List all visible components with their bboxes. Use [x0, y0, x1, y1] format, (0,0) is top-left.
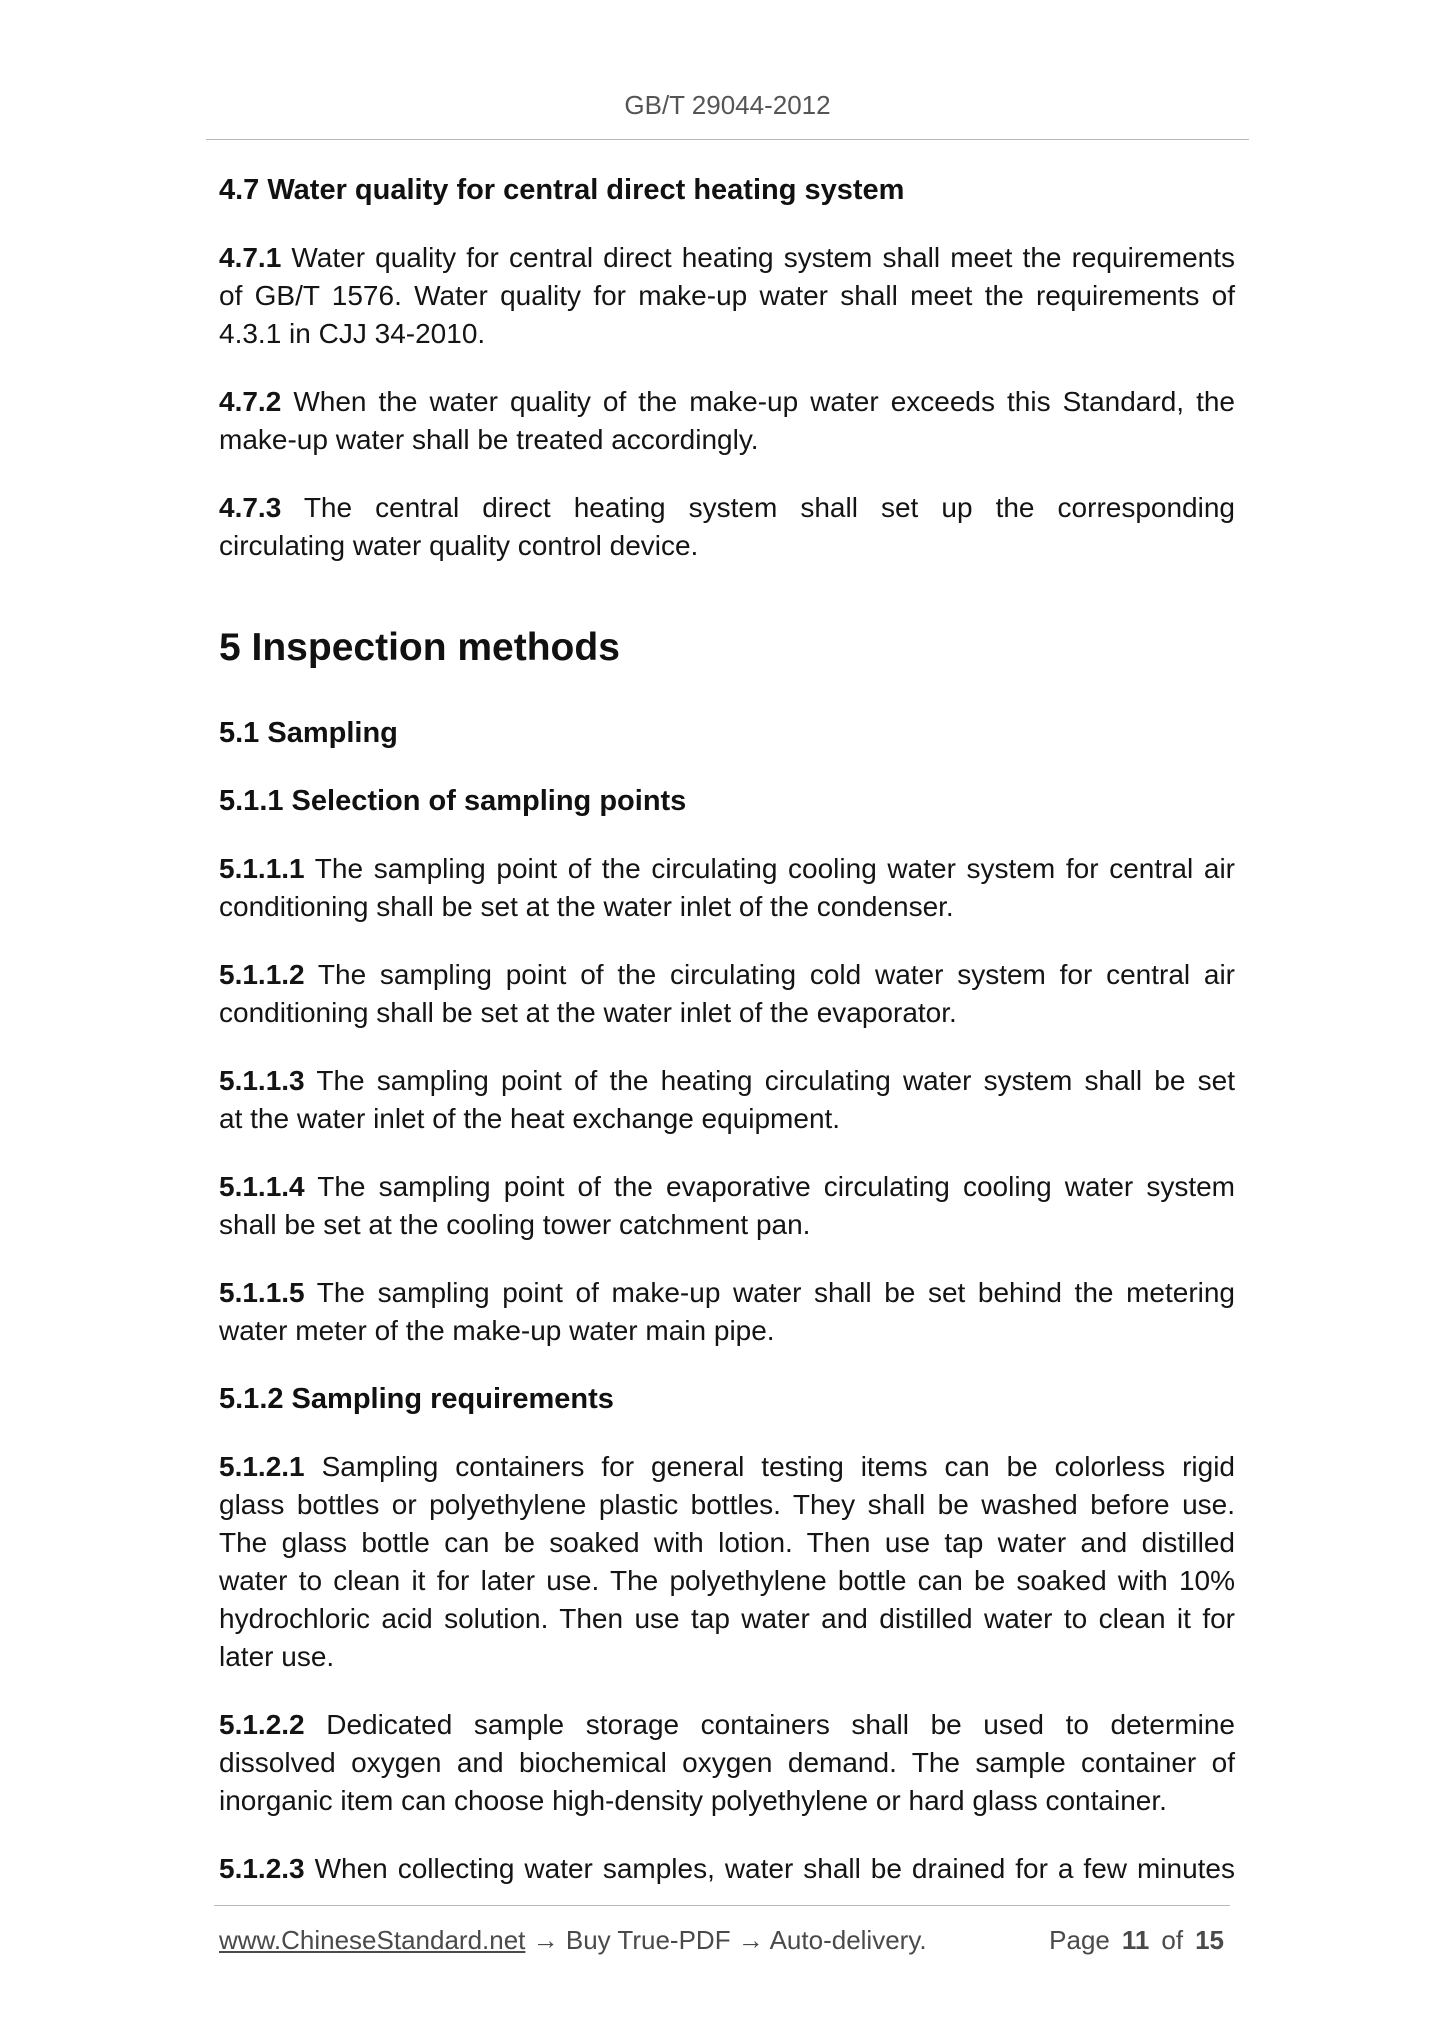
- clause-line: [219, 850, 1235, 888]
- clause-5-1-1-2: [219, 956, 1235, 1032]
- clause-line: [219, 1600, 1235, 1638]
- clause-text: When the water quality of the make-up water exceeds this Standard, the: [293, 386, 1235, 417]
- clause-text: The glass bottle can be soaked with lotion. Then use tap water and distilled: [219, 1527, 1235, 1558]
- clause-text: shall be set at the cooling tower catchment pan.: [219, 1209, 811, 1240]
- section-heading-5-1: 5.1 Sampling: [219, 717, 398, 749]
- clause-number: 5.1.1.5: [219, 1277, 305, 1308]
- clause-line: [219, 315, 1235, 353]
- clause-text: Water quality for central direct heating system shall meet the requirements: [291, 242, 1235, 273]
- header-rule: [206, 139, 1249, 140]
- clause-5-1-1-4: [219, 1168, 1235, 1244]
- chapter-heading-5: 5 Inspection methods: [219, 626, 620, 669]
- clauses-5-1-1: [219, 850, 1235, 1380]
- website-link[interactable]: www.ChineseStandard.net: [219, 1925, 526, 1955]
- clause-text: Dedicated sample storage containers shall be used to determine: [326, 1709, 1236, 1740]
- standard-number: GB/T 29044-2012: [624, 90, 831, 120]
- clause-number: 4.7.2: [219, 386, 282, 417]
- clause-number: 5.1.1.4: [219, 1171, 305, 1202]
- clause-text: The sampling point of the circulating cooling water system for central air: [314, 853, 1235, 884]
- current-page: 11: [1121, 1925, 1150, 1955]
- clauses-4-7: [219, 239, 1235, 595]
- clause-line: [219, 239, 1235, 277]
- of-label: of: [1161, 1925, 1184, 1955]
- clause-number: 4.7.1: [219, 242, 282, 273]
- clause-number: 5.1.1.3: [219, 1065, 305, 1096]
- clause-text: Sampling containers for general testing items can be colorless rigid: [321, 1451, 1235, 1482]
- clause-line: [219, 1168, 1235, 1206]
- clause-number: 5.1.1.1: [219, 853, 305, 884]
- clause-line: [219, 1638, 1235, 1676]
- clause-line: [219, 527, 1235, 565]
- clause-text: later use.: [219, 1641, 335, 1672]
- clause-text: circulating water quality control device.: [219, 530, 699, 561]
- clause-text: conditioning shall be set at the water inlet of the evaporator.: [219, 997, 957, 1028]
- clause-line: [219, 277, 1235, 315]
- clause-4-7-2: [219, 383, 1235, 459]
- section-heading-5-1-1: 5.1.1 Selection of sampling points: [219, 785, 687, 817]
- clause-line: [219, 1312, 1235, 1350]
- clause-line: [219, 1850, 1235, 1888]
- clause-5-1-1-3: [219, 1062, 1235, 1138]
- clause-5-1-1-5: [219, 1274, 1235, 1350]
- clause-line: [219, 1100, 1235, 1138]
- clause-4-7-1: [219, 239, 1235, 353]
- clause-text: 4.3.1 in CJJ 34-2010.: [219, 318, 486, 349]
- clause-text: The sampling point of the circulating cold water system for central air: [317, 959, 1235, 990]
- clause-5-1-2-1: [219, 1448, 1235, 1676]
- clause-text: hydrochloric acid solution. Then use tap water and distilled water to clean it for: [219, 1603, 1235, 1634]
- clause-line: [219, 994, 1235, 1032]
- clause-number: 5.1.2.2: [219, 1709, 305, 1740]
- page-number: [1049, 1922, 1224, 1958]
- clause-text: inorganic item can choose high-density polyethylene or hard glass container.: [219, 1785, 1167, 1816]
- clause-text: of GB/T 1576. Water quality for make-up water shall meet the requirements of: [219, 280, 1235, 311]
- clause-5-1-1-1: [219, 850, 1235, 926]
- clause-line: [219, 383, 1235, 421]
- clause-text: make-up water shall be treated accordingly.: [219, 424, 759, 455]
- clause-text: The sampling point of the evaporative circulating cooling water system: [317, 1171, 1236, 1202]
- clause-text: glass bottles or polyethylene plastic bottles. They shall be washed before use.: [219, 1489, 1235, 1520]
- clause-text: water meter of the make-up water main pipe.: [219, 1315, 775, 1346]
- clause-line: [219, 489, 1235, 527]
- clauses-5-1-2: [219, 1448, 1235, 1918]
- running-header: [206, 88, 1249, 122]
- clause-text: conditioning shall be set at the water inlet of the condenser.: [219, 891, 954, 922]
- page-label: Page: [1049, 1925, 1110, 1955]
- page-footer: [219, 1922, 1224, 1958]
- total-pages: 15: [1195, 1925, 1224, 1955]
- clause-line: [219, 421, 1235, 459]
- clause-number: 5.1.2.1: [219, 1451, 305, 1482]
- clause-5-1-2-3: [219, 1850, 1235, 1888]
- footer-left: [219, 1922, 927, 1958]
- promo-text: → Buy True-PDF → Auto-delivery.: [532, 1925, 927, 1955]
- clause-number: 4.7.3: [219, 492, 282, 523]
- clause-text: dissolved oxygen and biochemical oxygen demand. The sample container of: [219, 1747, 1235, 1778]
- clause-4-7-3: [219, 489, 1235, 565]
- clause-line: [219, 888, 1235, 926]
- clause-text: The sampling point of the heating circulating water system shall be set: [316, 1065, 1235, 1096]
- clause-line: [219, 1524, 1235, 1562]
- clause-line: [219, 1206, 1235, 1244]
- section-heading-4-7: 4.7 Water quality for central direct heating system: [219, 174, 905, 206]
- clause-text: at the water inlet of the heat exchange equipment.: [219, 1103, 841, 1134]
- footer-rule: [214, 1905, 1230, 1906]
- clause-text: The sampling point of make-up water shall be set behind the metering: [316, 1277, 1236, 1308]
- clause-line: [219, 1448, 1235, 1486]
- page-content: [219, 171, 1235, 1918]
- clause-number: 5.1.2.3: [219, 1853, 305, 1884]
- clause-text: water to clean it for later use. The polyethylene bottle can be soaked with 10%: [219, 1565, 1235, 1596]
- clause-line: [219, 1062, 1235, 1100]
- clause-line: [219, 956, 1235, 994]
- clause-5-1-2-2: [219, 1706, 1235, 1820]
- clause-text: When collecting water samples, water shall be drained for a few minutes: [314, 1853, 1235, 1884]
- clause-line: [219, 1744, 1235, 1782]
- clause-number: 5.1.1.2: [219, 959, 305, 990]
- clause-line: [219, 1274, 1235, 1312]
- clause-line: [219, 1486, 1235, 1524]
- clause-line: [219, 1562, 1235, 1600]
- clause-line: [219, 1706, 1235, 1744]
- clause-line: [219, 1782, 1235, 1820]
- clause-text: The central direct heating system shall set up the corresponding: [303, 492, 1235, 523]
- section-heading-5-1-2: 5.1.2 Sampling requirements: [219, 1383, 614, 1415]
